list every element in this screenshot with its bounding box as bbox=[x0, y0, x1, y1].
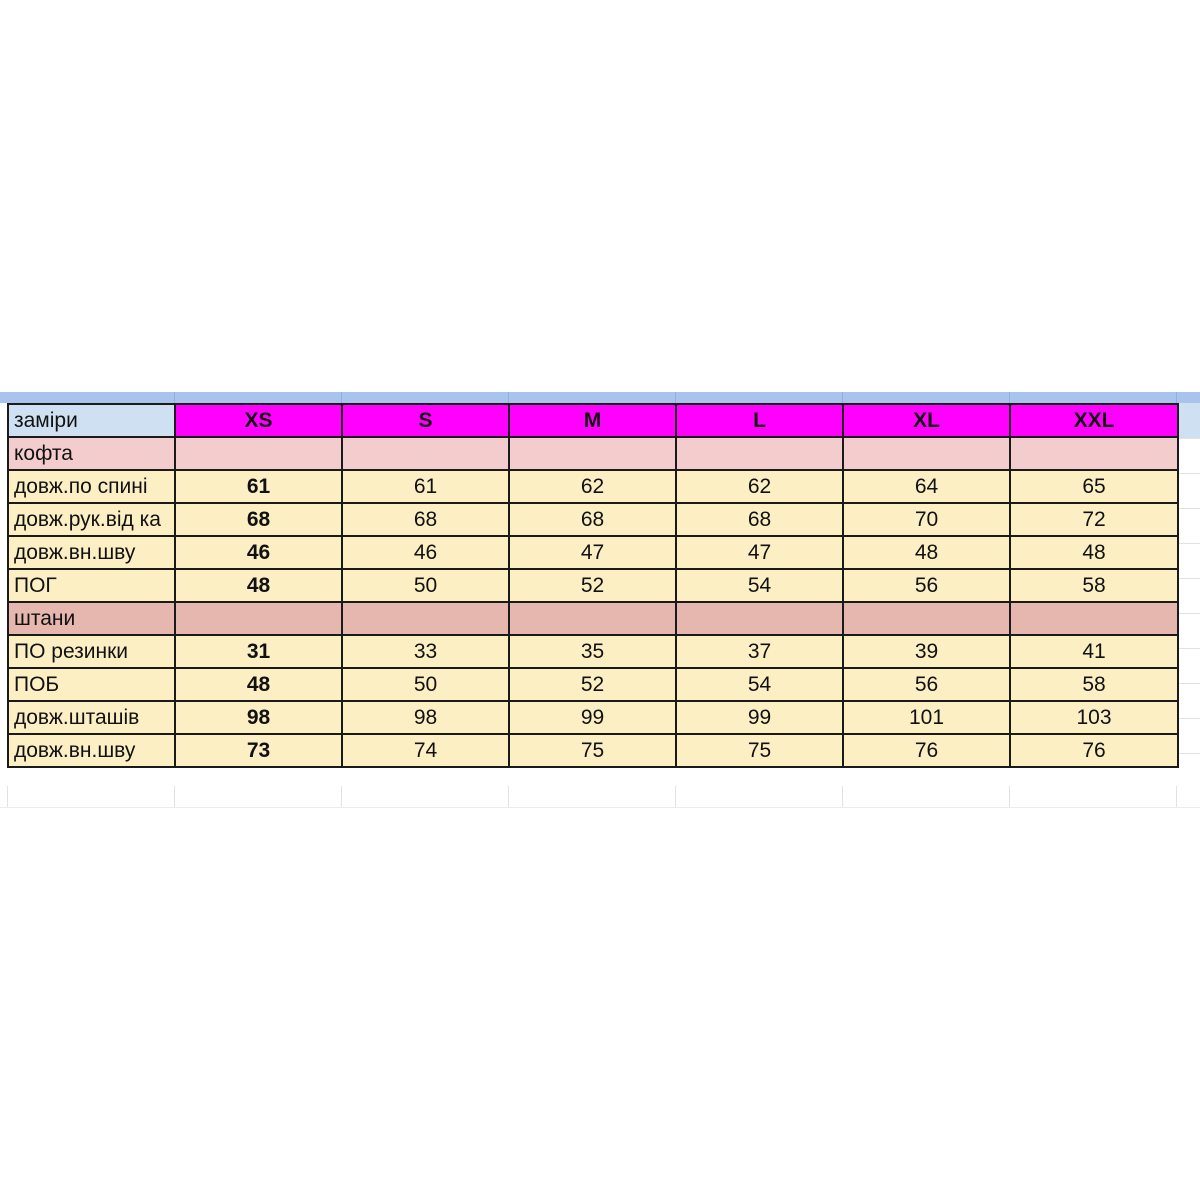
value-cell[interactable]: 35 bbox=[509, 635, 676, 668]
value-cell[interactable]: 62 bbox=[509, 470, 676, 503]
value-cell[interactable]: 64 bbox=[843, 470, 1010, 503]
value-cell[interactable]: 74 bbox=[342, 734, 509, 767]
value-cell[interactable]: 58 bbox=[1010, 668, 1178, 701]
row-label-cell[interactable]: ПОГ bbox=[8, 569, 175, 602]
value-cell[interactable]: 31 bbox=[175, 635, 342, 668]
row-label-cell[interactable]: ПО резинки bbox=[8, 635, 175, 668]
header-row bbox=[8, 404, 1178, 437]
value-cell[interactable]: 75 bbox=[676, 734, 843, 767]
row-label-cell[interactable]: довж.шташів bbox=[8, 701, 175, 734]
table-row bbox=[8, 734, 1178, 767]
table-row bbox=[8, 668, 1178, 701]
value-cell[interactable]: 99 bbox=[676, 701, 843, 734]
section-empty-cell[interactable] bbox=[342, 602, 509, 635]
value-cell[interactable]: 70 bbox=[843, 503, 1010, 536]
section-title-cell[interactable]: штани bbox=[8, 602, 175, 635]
section-title-cell[interactable]: кофта bbox=[8, 437, 175, 470]
value-cell[interactable]: 47 bbox=[509, 536, 676, 569]
header-size-cell[interactable]: M bbox=[509, 404, 676, 437]
column-header-strip bbox=[0, 392, 1200, 403]
value-cell[interactable]: 50 bbox=[342, 569, 509, 602]
row-label-cell[interactable]: довж.вн.шву bbox=[8, 536, 175, 569]
value-cell[interactable]: 52 bbox=[509, 668, 676, 701]
value-cell[interactable]: 46 bbox=[175, 536, 342, 569]
table-row bbox=[8, 503, 1178, 536]
row-label-cell[interactable]: ПОБ bbox=[8, 668, 175, 701]
value-cell[interactable]: 99 bbox=[509, 701, 676, 734]
value-cell[interactable]: 37 bbox=[676, 635, 843, 668]
value-cell[interactable]: 98 bbox=[175, 701, 342, 734]
section-row bbox=[8, 602, 1178, 635]
section-empty-cell[interactable] bbox=[175, 602, 342, 635]
value-cell[interactable]: 48 bbox=[175, 668, 342, 701]
table-row bbox=[8, 701, 1178, 734]
header-size-cell[interactable]: S bbox=[342, 404, 509, 437]
value-cell[interactable]: 33 bbox=[342, 635, 509, 668]
right-gutter-cells bbox=[1177, 403, 1200, 786]
section-empty-cell[interactable] bbox=[676, 602, 843, 635]
table-row bbox=[8, 536, 1178, 569]
value-cell[interactable]: 65 bbox=[1010, 470, 1178, 503]
value-cell[interactable]: 48 bbox=[1010, 536, 1178, 569]
empty-spreadsheet-row bbox=[0, 786, 1200, 808]
section-empty-cell[interactable] bbox=[1010, 437, 1178, 470]
value-cell[interactable]: 75 bbox=[509, 734, 676, 767]
header-size-cell[interactable]: XS bbox=[175, 404, 342, 437]
section-empty-cell[interactable] bbox=[676, 437, 843, 470]
value-cell[interactable]: 73 bbox=[175, 734, 342, 767]
value-cell[interactable]: 56 bbox=[843, 668, 1010, 701]
value-cell[interactable]: 62 bbox=[676, 470, 843, 503]
value-cell[interactable]: 76 bbox=[1010, 734, 1178, 767]
value-cell[interactable]: 72 bbox=[1010, 503, 1178, 536]
row-label-cell[interactable]: довж.вн.шву bbox=[8, 734, 175, 767]
value-cell[interactable]: 68 bbox=[342, 503, 509, 536]
value-cell[interactable]: 101 bbox=[843, 701, 1010, 734]
header-size-cell[interactable]: L bbox=[676, 404, 843, 437]
value-cell[interactable]: 58 bbox=[1010, 569, 1178, 602]
section-row bbox=[8, 437, 1178, 470]
value-cell[interactable]: 48 bbox=[843, 536, 1010, 569]
value-cell[interactable]: 46 bbox=[342, 536, 509, 569]
value-cell[interactable]: 103 bbox=[1010, 701, 1178, 734]
section-empty-cell[interactable] bbox=[509, 437, 676, 470]
value-cell[interactable]: 76 bbox=[843, 734, 1010, 767]
section-empty-cell[interactable] bbox=[175, 437, 342, 470]
value-cell[interactable]: 52 bbox=[509, 569, 676, 602]
value-cell[interactable]: 47 bbox=[676, 536, 843, 569]
value-cell[interactable]: 98 bbox=[342, 701, 509, 734]
header-corner-cell[interactable]: заміри bbox=[8, 404, 175, 437]
table-row bbox=[8, 635, 1178, 668]
value-cell[interactable]: 54 bbox=[676, 569, 843, 602]
section-empty-cell[interactable] bbox=[342, 437, 509, 470]
value-cell[interactable]: 68 bbox=[509, 503, 676, 536]
value-cell[interactable]: 39 bbox=[843, 635, 1010, 668]
header-size-cell[interactable]: XL bbox=[843, 404, 1010, 437]
size-chart-table bbox=[7, 403, 1179, 768]
value-cell[interactable]: 41 bbox=[1010, 635, 1178, 668]
row-label-cell[interactable]: довж.рук.від ка bbox=[8, 503, 175, 536]
table-row bbox=[8, 569, 1178, 602]
section-empty-cell[interactable] bbox=[843, 602, 1010, 635]
section-empty-cell[interactable] bbox=[1010, 602, 1178, 635]
value-cell[interactable]: 61 bbox=[342, 470, 509, 503]
value-cell[interactable]: 61 bbox=[175, 470, 342, 503]
table-row bbox=[8, 470, 1178, 503]
value-cell[interactable]: 50 bbox=[342, 668, 509, 701]
value-cell[interactable]: 54 bbox=[676, 668, 843, 701]
value-cell[interactable]: 48 bbox=[175, 569, 342, 602]
row-label-cell[interactable]: довж.по спині bbox=[8, 470, 175, 503]
section-empty-cell[interactable] bbox=[509, 602, 676, 635]
value-cell[interactable]: 68 bbox=[175, 503, 342, 536]
header-size-cell[interactable]: XXL bbox=[1010, 404, 1178, 437]
section-empty-cell[interactable] bbox=[843, 437, 1010, 470]
value-cell[interactable]: 56 bbox=[843, 569, 1010, 602]
value-cell[interactable]: 68 bbox=[676, 503, 843, 536]
